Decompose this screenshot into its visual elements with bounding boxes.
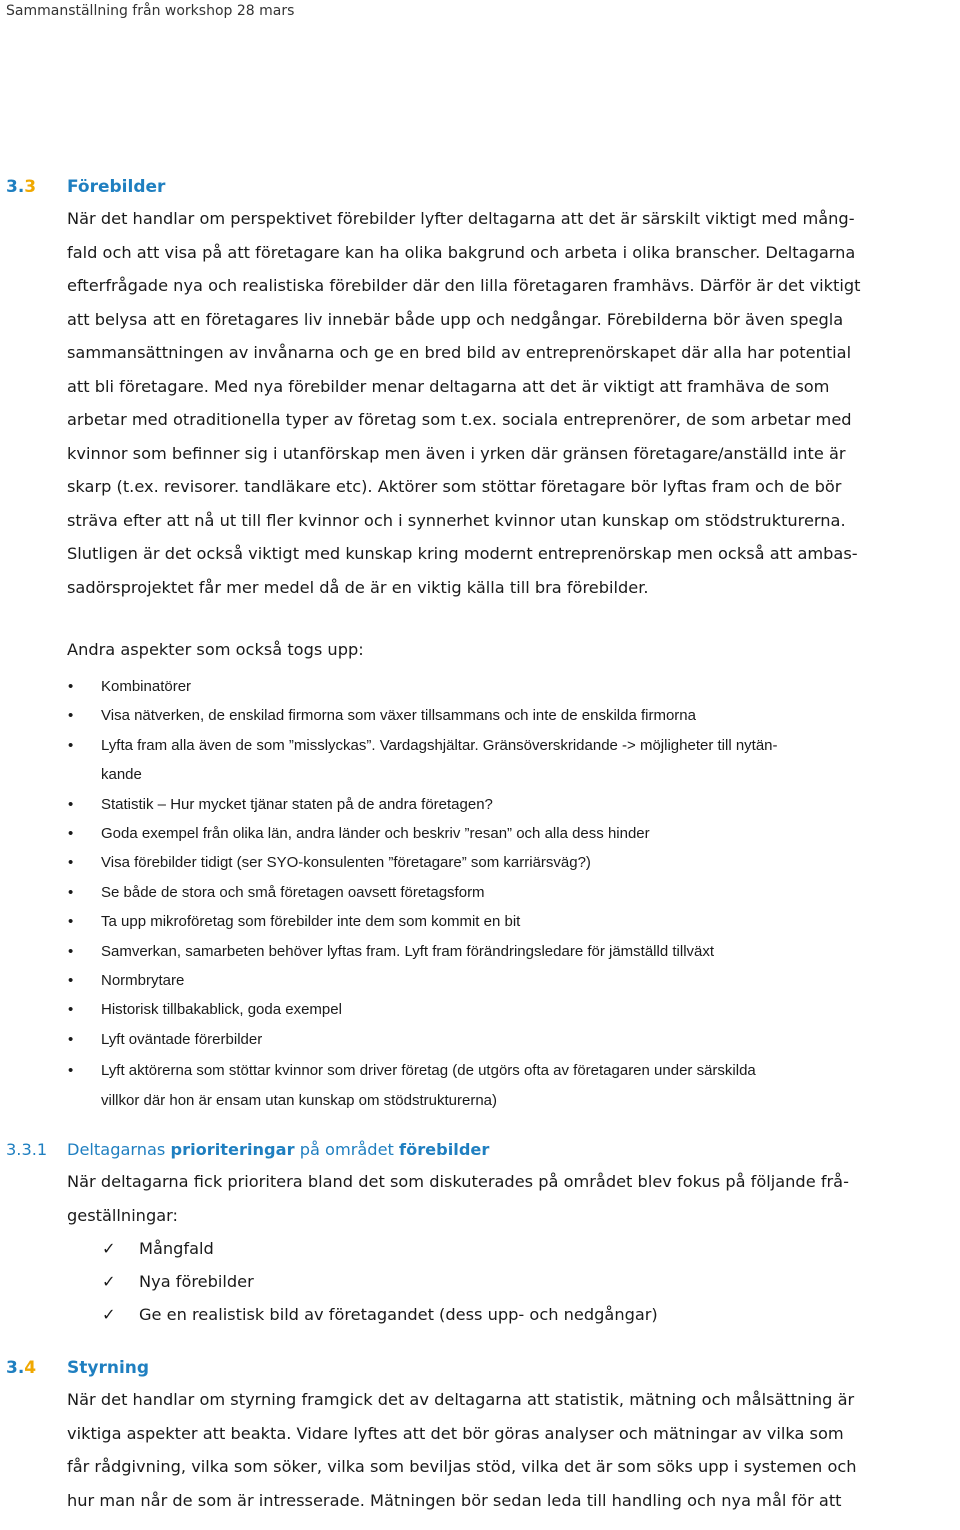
- running-header: Sammanställning från workshop 28 mars: [6, 3, 295, 19]
- paragraph-line: skarp (t.ex. revisorer. tandläkare etc). Aktörer som stöttar företagare bör lyftas fram och de bör: [67, 477, 842, 496]
- list-item: • Lyft oväntade förerbilder: [101, 1025, 952, 1054]
- list-item: • Statistik – Hur mycket tjänar staten på de andra företagen?: [101, 790, 952, 819]
- list-item: • Lyft aktörerna som stöttar kvinnor som driver företag (de utgörs ofta av företagaren under särskilda: [101, 1056, 952, 1085]
- document-body: [6, 172, 952, 1517]
- section-heading-3-4: [6, 1353, 952, 1383]
- list-item: • Visa nätverken, de enskilad firmorna som växer tillsammans och inte de enskilda firmorna: [101, 701, 952, 730]
- list-item: • Ta upp mikroföretag som förebilder inte dem som kommit en bit: [101, 907, 952, 936]
- paragraph-line: När deltagarna fick prioritera bland det som diskuterades på området blev fokus på följande frå-: [67, 1172, 849, 1192]
- checkmark-icon: ✓: [102, 1305, 116, 1325]
- list-item: ✓ Nya förebilder: [139, 1265, 952, 1298]
- list-item: • Goda exempel från olika län, andra länder och beskriv ”resan” och alla dess hinder: [101, 819, 952, 848]
- paragraph-line: När det handlar om styrning framgick det av deltagarna att statistik, mätning och målsättning är: [67, 1390, 855, 1410]
- paragraph-line: viktiga aspekter att beakta. Vidare lyftes att det bör göras analyser och mätningar av vilka som: [67, 1423, 844, 1443]
- section-paragraph: [67, 1383, 952, 1517]
- paragraph-line: att belysa att en företagares liv innebär både upp och nedgångar. Förebilderna bör även spegla: [67, 309, 844, 329]
- section-title: Styrning: [67, 1358, 150, 1379]
- paragraph-line: får rådgivning, vilka som söker, vilka som beviljas stöd, vilka det är som söks upp i systemen och: [67, 1457, 857, 1477]
- paragraph-line: arbetar med otraditionella typer av företag som t.ex. sociala entreprenörer, de som arbetar med: [67, 410, 852, 429]
- paragraph-line: sträva efter att nå ut till fler kvinnor och i synnerhet kvinnor utan kunskap om stödstrukturerna.: [67, 510, 846, 530]
- section-heading-3-3-1: [6, 1135, 952, 1165]
- paragraph-line: När det handlar om perspektivet förebilder lyfter deltagarna att det är särskilt viktigt med mång-: [67, 209, 855, 228]
- section-number: 3.4: [6, 1358, 37, 1379]
- list-item: ✓ Ge en realistisk bild av företagandet (dess upp- och nedgångar): [139, 1298, 952, 1331]
- paragraph-line: Slutligen är det också viktigt med kunskap kring modernt entreprenörskap men också att ambas-: [67, 544, 858, 563]
- paragraph-line: sadörsprojektet får mer medel då de är en viktig källa till bra förebilder.: [67, 577, 649, 597]
- list-item: ✓ Mångfald: [139, 1232, 952, 1265]
- list-item-continuation: kande: [101, 766, 142, 784]
- paragraph-line: fald och att visa på att företagare kan ha olika bakgrund och arbeta i olika branscher. Deltagarna: [67, 242, 856, 262]
- paragraph-line: att bli företagare. Med nya förebilder menar deltagarna att det är viktigt att framhäva de som: [67, 376, 830, 396]
- checkmark-icon: ✓: [102, 1272, 116, 1292]
- list-item: • Visa förebilder tidigt (ser SYO-konsulenten ”företagare” som karriärsväg?): [101, 848, 952, 877]
- list-item: • Samverkan, samarbeten behöver lyftas fram. Lyft fram förändringsledare för jämställd tillväxt: [101, 937, 952, 966]
- aspects-intro: Andra aspekter som också togs upp:: [67, 640, 364, 659]
- section-paragraph: [67, 202, 952, 604]
- paragraph-line: hur man når de som är intresserade. Mätningen bör sedan leda till handling och nya mål för att: [67, 1490, 842, 1510]
- paragraph-line: kvinnor som befinner sig i utanförskap men även i yrken där gränsen företagare/anställd inte är: [67, 443, 846, 463]
- list-item: • Normbrytare: [101, 966, 952, 995]
- section-number: 3.3: [6, 177, 37, 197]
- priorities-list: [6, 1232, 952, 1331]
- section-number: 3.3.1: [6, 1140, 48, 1160]
- paragraph-line: sammansättningen av invånarna och ge en bred bild av entreprenörskapet där alla har potential: [67, 343, 852, 362]
- list-item: • Se både de stora och små företagen oavsett företagsform: [101, 878, 952, 907]
- section-heading-3-3: [6, 172, 952, 202]
- checkmark-icon: ✓: [102, 1239, 116, 1259]
- section-title: Förebilder: [67, 177, 166, 197]
- paragraph-line: geställningar:: [67, 1205, 178, 1225]
- section-paragraph: [67, 1165, 952, 1232]
- list-item: • Historisk tillbakablick, goda exempel: [101, 995, 952, 1024]
- list-item: • Lyfta fram alla även de som ”misslyckas”. Vardagshjältar. Gränsöverskridande -> möjligheter till nytän-: [101, 731, 952, 760]
- list-item-continuation: villkor där hon är ensam utan kunskap om stödstrukturerna): [101, 1091, 498, 1109]
- aspects-list: [6, 672, 952, 1115]
- section-title: Deltagarnas prioriteringar på området förebilder: [67, 1140, 490, 1160]
- list-item: • Kombinatörer: [101, 672, 952, 701]
- paragraph-line: efterfrågade nya och realistiska förebilder där den lilla företagaren framhävs. Därför är det viktigt: [67, 276, 861, 295]
